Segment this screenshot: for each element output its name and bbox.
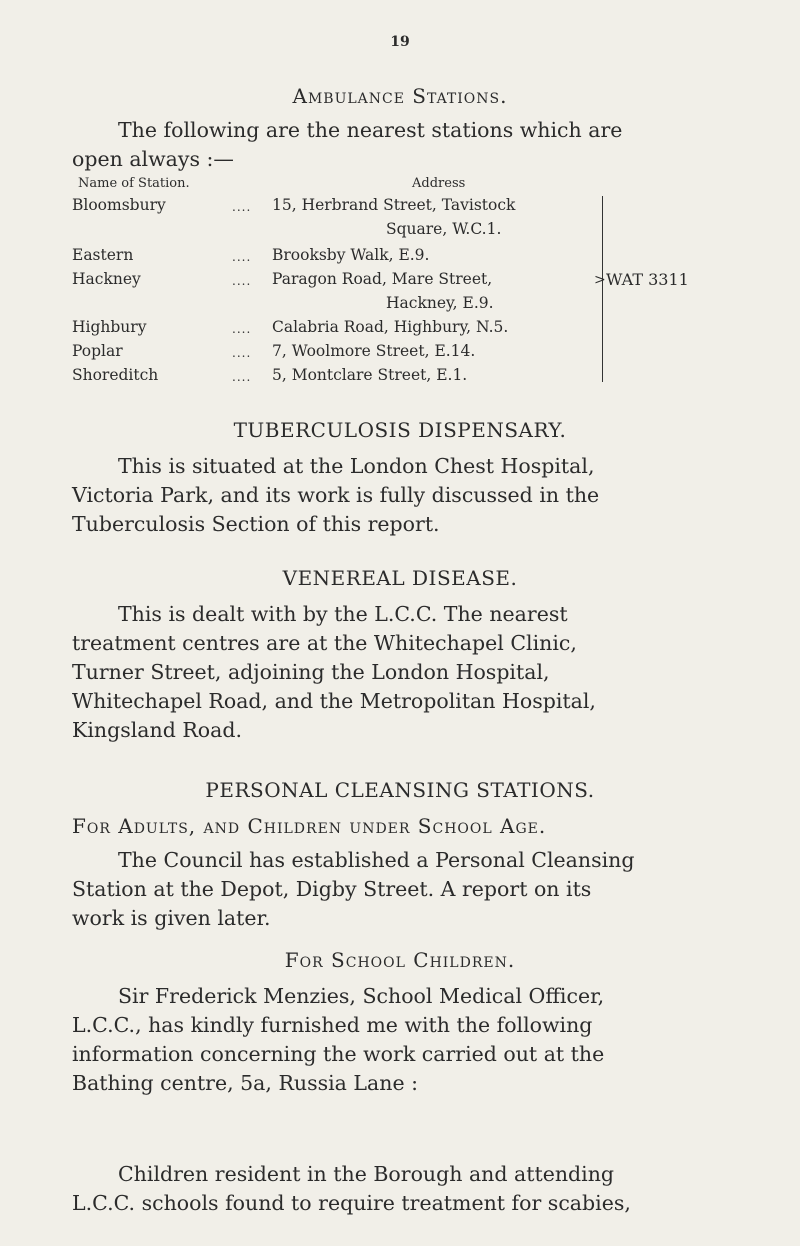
leader-dots: ....: [232, 250, 252, 264]
section-heading-venereal: VENEREAL DISEASE.: [282, 566, 518, 590]
text-line: This is dealt with by the L.C.C. The nearest: [118, 602, 568, 626]
brace: [588, 196, 603, 382]
station-address: Paragon Road, Mare Street,: [272, 270, 493, 288]
brace-arrow: >: [594, 272, 606, 288]
text-line: Bathing centre, 5a, Russia Lane :: [72, 1071, 419, 1095]
text-line: This is situated at the London Chest Hospital,: [118, 454, 595, 478]
station-address: 5, Montclare Street, E.1.: [272, 366, 468, 384]
page-number: 19: [390, 34, 410, 50]
text-line: L.C.C. schools found to require treatment for scabies,: [72, 1191, 631, 1215]
text-line: The Council has established a Personal Cleansing: [118, 848, 635, 872]
station-name: Highbury: [72, 318, 147, 336]
station-address: 7, Woolmore Street, E.14.: [272, 342, 476, 360]
section-heading-cleansing: PERSONAL CLEANSING STATIONS.: [205, 778, 595, 802]
venereal-paragraph: [72, 600, 740, 745]
leader-dots: ....: [232, 346, 252, 360]
section-heading-ambulance: Ambulance Stations.: [292, 84, 508, 108]
intro-line: open always :—: [72, 147, 234, 171]
station-address: Brooksby Walk, E.9.: [272, 246, 430, 264]
station-address-cont: Hackney, E.9.: [386, 294, 494, 312]
text-line: Station at the Depot, Digby Street. A report on its: [72, 877, 592, 901]
subheading-school-children: For School Children.: [284, 948, 516, 972]
subheading-adults: For Adults, and Children under School Age.: [72, 814, 547, 838]
station-address-cont: Square, W.C.1.: [386, 220, 502, 238]
leader-dots: ....: [232, 274, 252, 288]
text-line: Tuberculosis Section of this report.: [72, 512, 440, 536]
text-line: Children resident in the Borough and attending: [118, 1162, 615, 1186]
text-line: Victoria Park, and its work is fully discussed in the: [72, 483, 600, 507]
text-line: Sir Frederick Menzies, School Medical Officer,: [118, 984, 605, 1008]
leader-dots: ....: [232, 322, 252, 336]
station-name: Shoreditch: [72, 366, 159, 384]
text-line: Kingsland Road.: [72, 718, 242, 742]
text-line: Turner Street, adjoining the London Hospital,: [72, 660, 550, 684]
station-name: Poplar: [72, 342, 123, 360]
text-line: work is given later.: [72, 906, 271, 930]
school-children-paragraph: [72, 982, 740, 1098]
column-header-address: Address: [412, 176, 466, 191]
column-header-name: Name of Station.: [78, 176, 190, 191]
text-line: L.C.C., has kindly furnished me with the following: [72, 1013, 593, 1037]
text-line: Whitechapel Road, and the Metropolitan Hospital,: [72, 689, 596, 713]
ambulance-intro: [72, 116, 740, 174]
cleansing-paragraph: [72, 846, 740, 933]
station-address: Calabria Road, Highbury, N.5.: [272, 318, 509, 336]
scabies-paragraph: [72, 1160, 740, 1218]
station-address: 15, Herbrand Street, Tavistock: [272, 196, 516, 214]
text-line: information concerning the work carried out at the: [72, 1042, 605, 1066]
leader-dots: ....: [232, 200, 252, 214]
section-heading-tuberculosis: TUBERCULOSIS DISPENSARY.: [233, 418, 567, 442]
tuberculosis-paragraph: [72, 452, 740, 539]
text-line: treatment centres are at the Whitechapel Clinic,: [72, 631, 577, 655]
leader-dots: ....: [232, 370, 252, 384]
station-name: Eastern: [72, 246, 134, 264]
telephone-number: WAT 3311: [606, 270, 689, 289]
station-name: Bloomsbury: [72, 196, 166, 214]
station-name: Hackney: [72, 270, 141, 288]
intro-line: The following are the nearest stations which are: [118, 118, 623, 142]
